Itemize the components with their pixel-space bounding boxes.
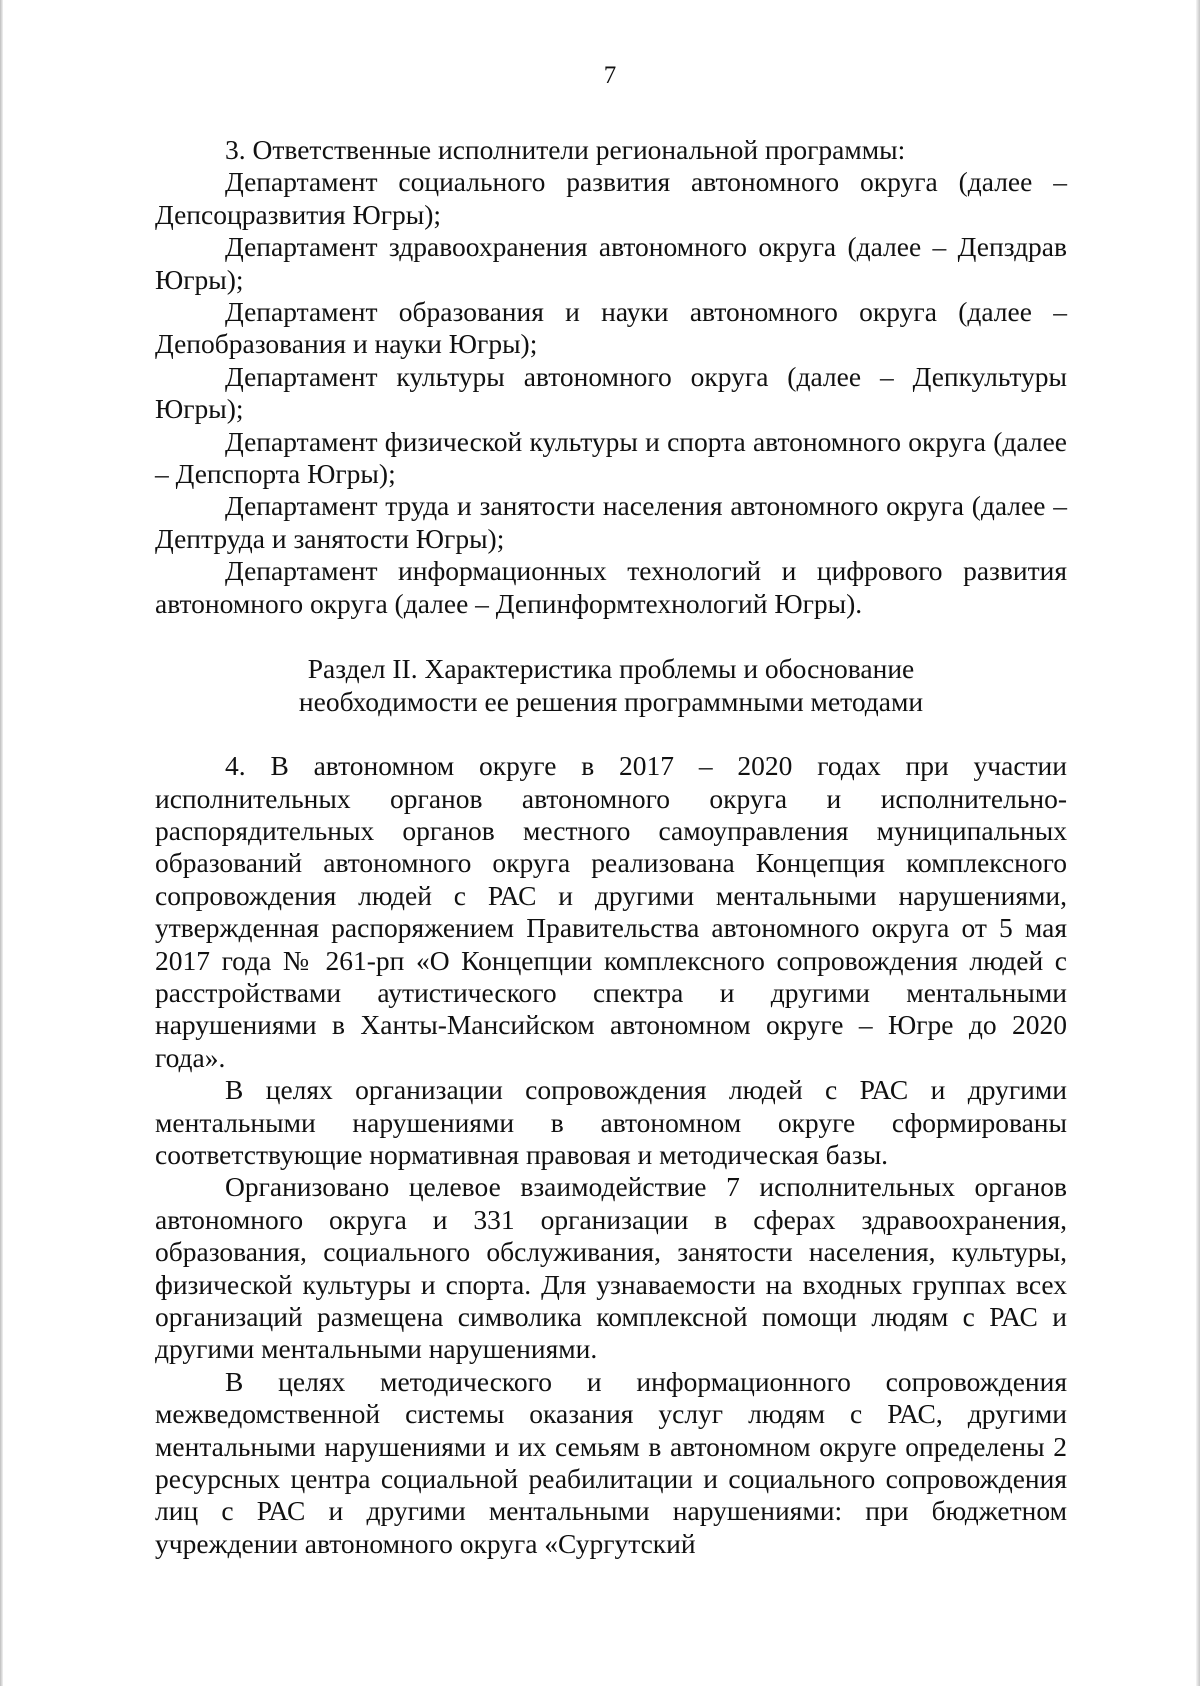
paragraph-depobr: Департамент образования и науки автономного округа (далее – Депобразования и науки Югры);	[155, 296, 1067, 360]
paragraph-deptrud: Департамент труда и занятости населения автономного округа (далее – Дептруда и занятости Югры);	[155, 490, 1067, 554]
paragraph-depinform: Департамент информационных технологий и цифрового развития автономного округа (далее – Депинформтехнологий Югры).	[155, 555, 1067, 619]
paragraph-depsoc: Департамент социального развития автономного округа (далее – Депсоцразвития Югры);	[155, 166, 1067, 230]
paragraph-depzdrav: Департамент здравоохранения автономного округа (далее – Депздрав Югры);	[155, 231, 1067, 295]
document-body	[155, 134, 1067, 1560]
paragraph-depkult: Департамент культуры автономного округа (далее – Депкультуры Югры);	[155, 360, 1067, 425]
scan-left-edge	[0, 0, 3, 1686]
section-heading-line-2: необходимости ее решения программными методами	[298, 686, 924, 718]
scan-right-edge	[1196, 0, 1200, 1686]
paragraph-concept: 4. В автономном округе в 2017 – 2020 годах при участии исполнительных органов автономного округа и исполнительно-распорядительных органов местного самоуправления муниципальных образований автономного округа реализована Концепция комплексного сопровождения людей с РАС и другими ментальными нарушениями, утвержденная распоряжением Правительства автономного округа от 5 мая 2017 года № 261-рп «О Концепции комплексного сопровождения людей с расстройствами аутистического спектра и другими ментальными нарушениями в Ханты-Мансийском автономном округе – Югре до 2020 года».	[155, 750, 1067, 1073]
page-number: 7	[603, 62, 617, 89]
paragraph-interaction: Организовано целевое взаимодействие 7 исполнительных органов автономного округа и 331 организации в сферах здравоохранения, образования, социального обслуживания, занятости населения, культуры, физической культуры и спорта. Для узнаваемости на входных группах всех организаций размещена символика комплексной помощи людям с РАС и другими ментальными нарушениями.	[155, 1171, 1067, 1365]
paragraph-resource-centers: В целях методического и информационного сопровождения межведомственной системы оказания услуг людям с РАС, другими ментальными нарушениями и их семьям в автономном округе определены 2 ресурсных центра социальной реабилитации и социального сопровождения лиц с РАС и другими ментальными нарушениями: при бюджетном учреждении автономного округа «Сургутский	[155, 1365, 1067, 1559]
paragraph-executors-intro: 3. Ответственные исполнители региональной программы:	[225, 134, 906, 165]
paragraph-depsport: Департамент физической культуры и спорта автономного округа (далее – Депспорта Югры);	[155, 425, 1067, 490]
paragraph-normative-base: В целях организации сопровождения людей с РАС и другими ментальными нарушениями в автономном округе сформированы соответствующие нормативная правовая и методическая базы.	[155, 1074, 1067, 1170]
section-heading-line-1: Раздел II. Характеристика проблемы и обоснование	[307, 653, 915, 685]
